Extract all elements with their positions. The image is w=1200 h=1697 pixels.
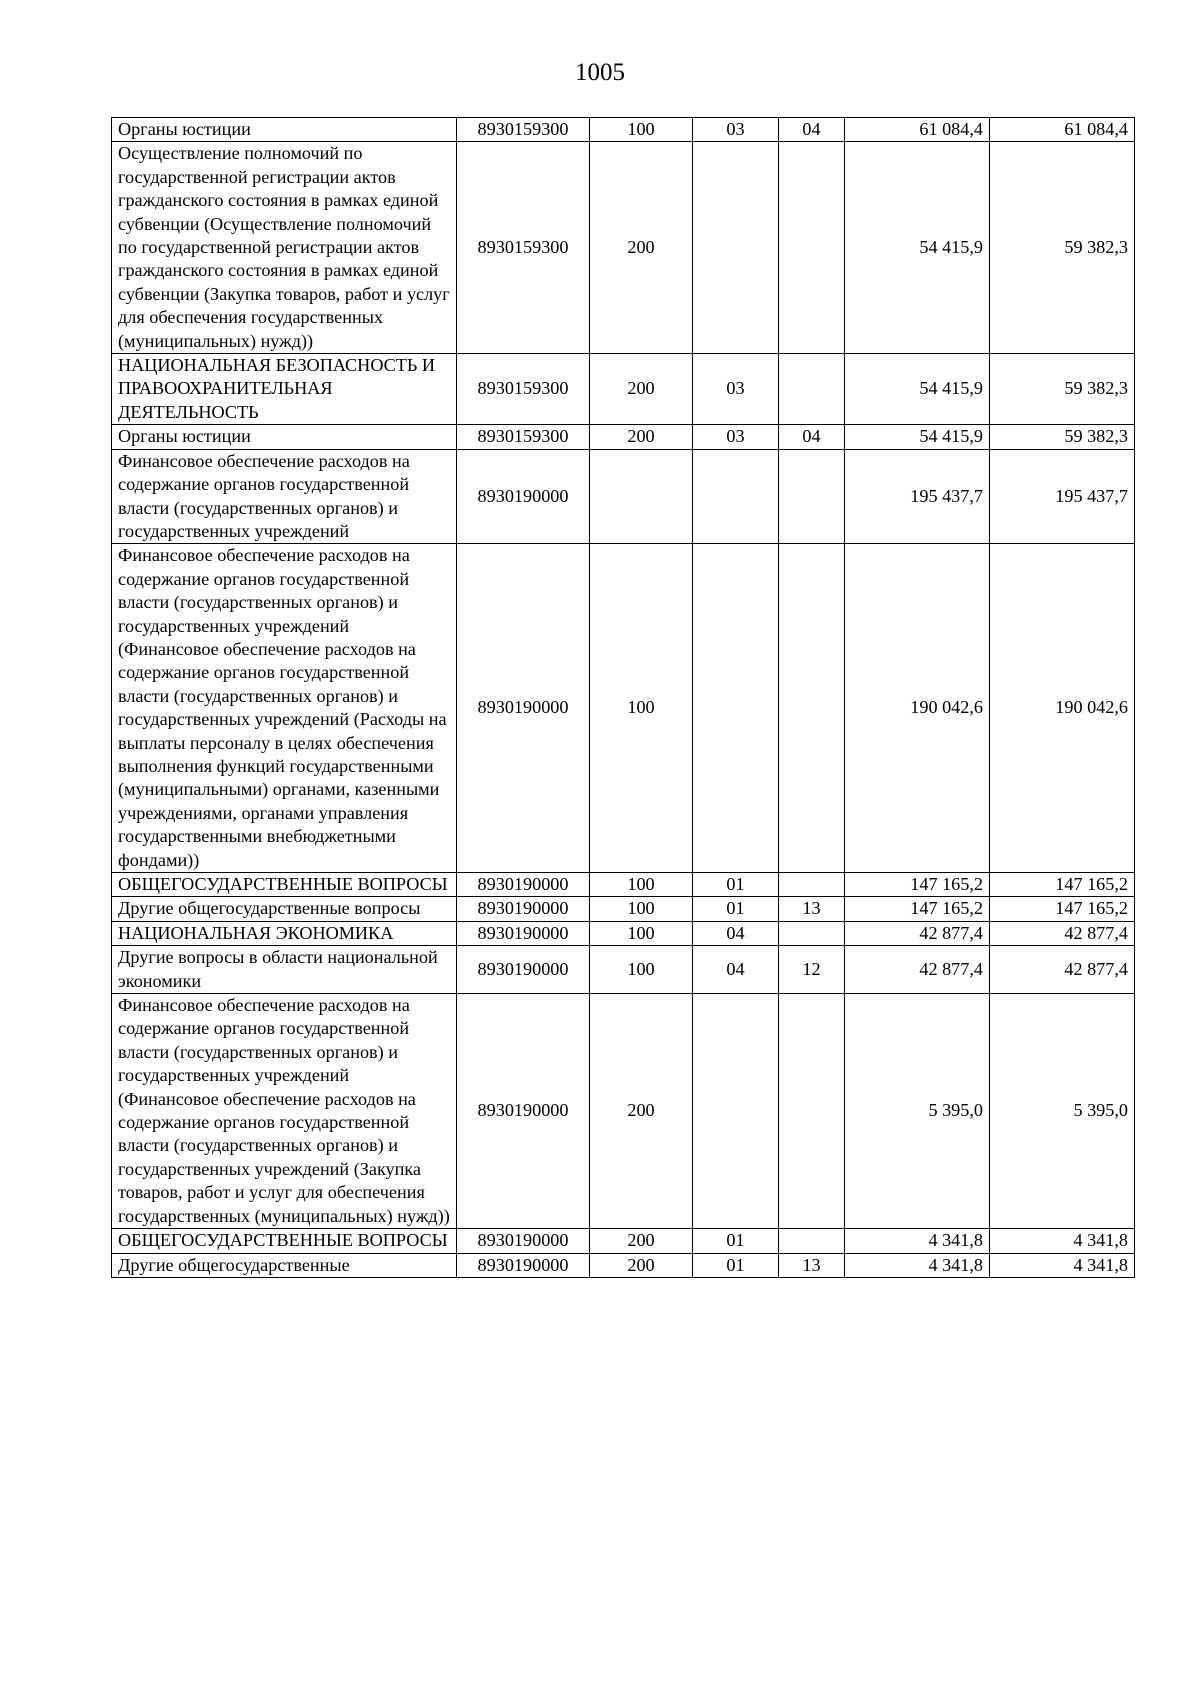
row-subsection: 04 bbox=[779, 118, 845, 142]
row-target-code: 8930190000 bbox=[457, 449, 590, 544]
row-expense-type: 100 bbox=[590, 118, 693, 142]
row-section: 01 bbox=[693, 1229, 779, 1253]
budget-table bbox=[111, 117, 1135, 1278]
row-target-code: 8930190000 bbox=[457, 873, 590, 897]
row-name: ОБЩЕГОСУДАРСТВЕННЫЕ ВОПРОСЫ bbox=[112, 873, 457, 897]
table-row bbox=[112, 425, 1135, 449]
table-row bbox=[112, 994, 1135, 1229]
row-expense-type: 200 bbox=[590, 425, 693, 449]
row-expense-type bbox=[590, 449, 693, 544]
row-section: 04 bbox=[693, 946, 779, 994]
row-section bbox=[693, 142, 779, 354]
row-name: Другие общегосударственные bbox=[112, 1253, 457, 1277]
table-row bbox=[112, 449, 1135, 544]
row-sum-2: 147 165,2 bbox=[990, 873, 1135, 897]
row-name: Органы юстиции bbox=[112, 118, 457, 142]
table-row bbox=[112, 946, 1135, 994]
row-expense-type: 100 bbox=[590, 873, 693, 897]
row-sum-1: 42 877,4 bbox=[845, 946, 990, 994]
row-sum-1: 190 042,6 bbox=[845, 544, 990, 873]
row-sum-1: 42 877,4 bbox=[845, 921, 990, 945]
row-sum-2: 59 382,3 bbox=[990, 142, 1135, 354]
row-subsection bbox=[779, 1229, 845, 1253]
row-expense-type: 100 bbox=[590, 544, 693, 873]
row-sum-1: 54 415,9 bbox=[845, 354, 990, 425]
row-sum-2: 59 382,3 bbox=[990, 425, 1135, 449]
row-subsection bbox=[779, 449, 845, 544]
row-target-code: 8930159300 bbox=[457, 142, 590, 354]
row-sum-1: 54 415,9 bbox=[845, 142, 990, 354]
row-name: Другие вопросы в области национальной экономики bbox=[112, 946, 457, 994]
row-expense-type: 200 bbox=[590, 1253, 693, 1277]
row-section: 03 bbox=[693, 425, 779, 449]
row-sum-1: 195 437,7 bbox=[845, 449, 990, 544]
row-sum-2: 5 395,0 bbox=[990, 994, 1135, 1229]
page-number: 1005 bbox=[575, 59, 625, 86]
row-sum-2: 4 341,8 bbox=[990, 1253, 1135, 1277]
row-name: НАЦИОНАЛЬНАЯ ЭКОНОМИКА bbox=[112, 921, 457, 945]
row-sum-2: 195 437,7 bbox=[990, 449, 1135, 544]
row-name: Осуществление полномочий по государственной регистрации актов гражданского состояния в рамках единой субвенции (Осуществление полномочий по государственной регистрации актов гражданского состояния в рамках единой субвенции (Закупка товаров, работ и услуг для обеспечения государственных (муниципальных) нужд)) bbox=[112, 142, 457, 354]
row-sum-1: 5 395,0 bbox=[845, 994, 990, 1229]
row-expense-type: 200 bbox=[590, 994, 693, 1229]
row-target-code: 8930159300 bbox=[457, 118, 590, 142]
row-section bbox=[693, 544, 779, 873]
row-subsection bbox=[779, 142, 845, 354]
row-sum-1: 4 341,8 bbox=[845, 1253, 990, 1277]
row-subsection bbox=[779, 994, 845, 1229]
table-row bbox=[112, 921, 1135, 945]
row-sum-2: 4 341,8 bbox=[990, 1229, 1135, 1253]
row-expense-type: 100 bbox=[590, 897, 693, 921]
table-row bbox=[112, 354, 1135, 425]
table-row bbox=[112, 118, 1135, 142]
row-sum-2: 190 042,6 bbox=[990, 544, 1135, 873]
row-section bbox=[693, 994, 779, 1229]
row-target-code: 8930190000 bbox=[457, 544, 590, 873]
row-sum-1: 147 165,2 bbox=[845, 897, 990, 921]
row-target-code: 8930190000 bbox=[457, 994, 590, 1229]
table-row bbox=[112, 873, 1135, 897]
row-name: Другие общегосударственные вопросы bbox=[112, 897, 457, 921]
row-sum-2: 42 877,4 bbox=[990, 921, 1135, 945]
row-expense-type: 200 bbox=[590, 142, 693, 354]
table-row bbox=[112, 544, 1135, 873]
row-sum-1: 61 084,4 bbox=[845, 118, 990, 142]
row-section: 04 bbox=[693, 921, 779, 945]
row-target-code: 8930190000 bbox=[457, 897, 590, 921]
row-name: Финансовое обеспечение расходов на содержание органов государственной власти (государственных органов) и государственных учреждений (Финансовое обеспечение расходов на содержание органов государственной власти (государственных органов) и государственных учреждений (Расходы на выплаты персоналу в целях обеспечения выполнения функций государственными (муниципальными) органами, казенными учреждениями, органами управления государственными внебюджетными фондами)) bbox=[112, 544, 457, 873]
row-section: 03 bbox=[693, 354, 779, 425]
row-subsection bbox=[779, 873, 845, 897]
row-expense-type: 200 bbox=[590, 354, 693, 425]
row-sum-1: 147 165,2 bbox=[845, 873, 990, 897]
row-target-code: 8930190000 bbox=[457, 921, 590, 945]
row-expense-type: 100 bbox=[590, 921, 693, 945]
table-row bbox=[112, 142, 1135, 354]
row-target-code: 8930190000 bbox=[457, 1253, 590, 1277]
row-subsection: 12 bbox=[779, 946, 845, 994]
row-section: 01 bbox=[693, 873, 779, 897]
row-name: ОБЩЕГОСУДАРСТВЕННЫЕ ВОПРОСЫ bbox=[112, 1229, 457, 1253]
row-section: 01 bbox=[693, 1253, 779, 1277]
table-row bbox=[112, 897, 1135, 921]
row-expense-type: 200 bbox=[590, 1229, 693, 1253]
row-subsection bbox=[779, 921, 845, 945]
row-target-code: 8930190000 bbox=[457, 1229, 590, 1253]
row-name: Финансовое обеспечение расходов на содержание органов государственной власти (государственных органов) и государственных учреждений (Финансовое обеспечение расходов на содержание органов государственной власти (государственных органов) и государственных учреждений (Закупка товаров, работ и услуг для обеспечения государственных (муниципальных) нужд)) bbox=[112, 994, 457, 1229]
row-sum-2: 147 165,2 bbox=[990, 897, 1135, 921]
row-sum-2: 59 382,3 bbox=[990, 354, 1135, 425]
row-target-code: 8930159300 bbox=[457, 354, 590, 425]
row-name: НАЦИОНАЛЬНАЯ БЕЗОПАСНОСТЬ И ПРАВООХРАНИТЕЛЬНАЯ ДЕЯТЕЛЬНОСТЬ bbox=[112, 354, 457, 425]
row-subsection: 13 bbox=[779, 1253, 845, 1277]
row-sum-1: 54 415,9 bbox=[845, 425, 990, 449]
table-row bbox=[112, 1229, 1135, 1253]
table-row bbox=[112, 1253, 1135, 1277]
row-target-code: 8930190000 bbox=[457, 946, 590, 994]
row-sum-2: 42 877,4 bbox=[990, 946, 1135, 994]
row-name: Финансовое обеспечение расходов на содержание органов государственной власти (государственных органов) и государственных учреждений bbox=[112, 449, 457, 544]
row-subsection: 04 bbox=[779, 425, 845, 449]
row-target-code: 8930159300 bbox=[457, 425, 590, 449]
row-section: 03 bbox=[693, 118, 779, 142]
row-subsection bbox=[779, 354, 845, 425]
row-sum-2: 61 084,4 bbox=[990, 118, 1135, 142]
row-expense-type: 100 bbox=[590, 946, 693, 994]
row-subsection bbox=[779, 544, 845, 873]
row-section bbox=[693, 449, 779, 544]
row-name: Органы юстиции bbox=[112, 425, 457, 449]
row-section: 01 bbox=[693, 897, 779, 921]
row-subsection: 13 bbox=[779, 897, 845, 921]
row-sum-1: 4 341,8 bbox=[845, 1229, 990, 1253]
